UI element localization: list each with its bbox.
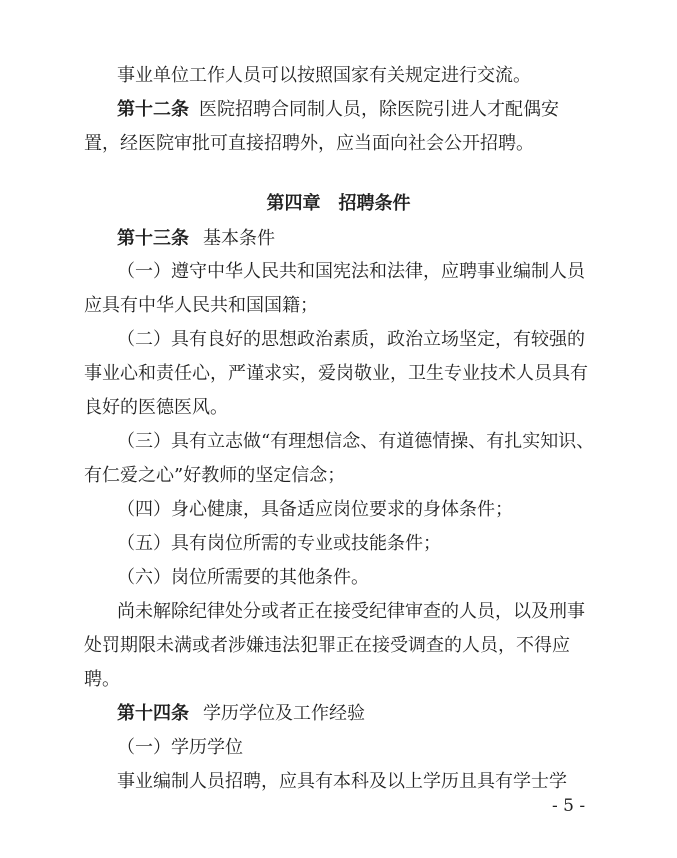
text-line: 事业单位工作人员可以按照国家有关规定进行交流。 bbox=[117, 65, 531, 86]
article-text: 学历学位及工作经验 bbox=[203, 703, 365, 724]
article-12-line bbox=[117, 97, 559, 123]
text-line: 有仁爱之心”好教师的坚定信念； bbox=[84, 465, 346, 486]
article-13-line bbox=[117, 226, 275, 252]
article-heading: 第十二条 bbox=[117, 99, 189, 120]
article-heading: 第十四条 bbox=[117, 703, 189, 724]
page-number: - 5 - bbox=[552, 796, 586, 816]
text-line: 聘。 bbox=[84, 669, 120, 690]
text-line: （二）具有良好的思想政治素质，政治立场坚定，有较强的 bbox=[117, 329, 585, 350]
article-heading: 第十三条 bbox=[117, 228, 189, 249]
text-line: （三）具有立志做“有理想信念、有道德情操、有扎实知识、 bbox=[117, 431, 595, 452]
text-line: （四）身心健康，具备适应岗位要求的身体条件； bbox=[117, 499, 513, 520]
chapter-name: 招聘条件 bbox=[338, 193, 411, 214]
text-line: 处罚期限未满或者涉嫌违法犯罪正在接受调查的人员，不得应 bbox=[84, 635, 570, 656]
text-line: 良好的医德医风。 bbox=[84, 397, 228, 418]
text-line: （五）具有岗位所需的专业或技能条件； bbox=[117, 533, 441, 554]
text-line: （一）遵守中华人民共和国宪法和法律，应聘事业编制人员 bbox=[117, 261, 585, 282]
text-line: （六）岗位所需要的其他条件。 bbox=[117, 567, 369, 588]
text-line: （一）学历学位 bbox=[117, 737, 243, 758]
article-14-line bbox=[117, 701, 365, 727]
chapter-title bbox=[0, 191, 677, 217]
text-line: 事业编制人员招聘，应具有本科及以上学历且具有学士学 bbox=[117, 771, 567, 792]
chapter-number: 第四章 bbox=[266, 193, 321, 214]
text-line: 置，经医院审批可直接招聘外，应当面向社会公开招聘。 bbox=[84, 133, 534, 154]
text-line: 应具有中华人民共和国国籍； bbox=[84, 295, 318, 316]
article-text: 医院招聘合同制人员，除医院引进人才配偶安 bbox=[199, 99, 559, 120]
article-text: 基本条件 bbox=[203, 228, 275, 249]
text-line: 事业心和责任心，严谨求实，爱岗敬业，卫生专业技术人员具有 bbox=[84, 363, 588, 384]
text-line: 尚未解除纪律处分或者正在接受纪律审查的人员，以及刑事 bbox=[117, 601, 585, 622]
